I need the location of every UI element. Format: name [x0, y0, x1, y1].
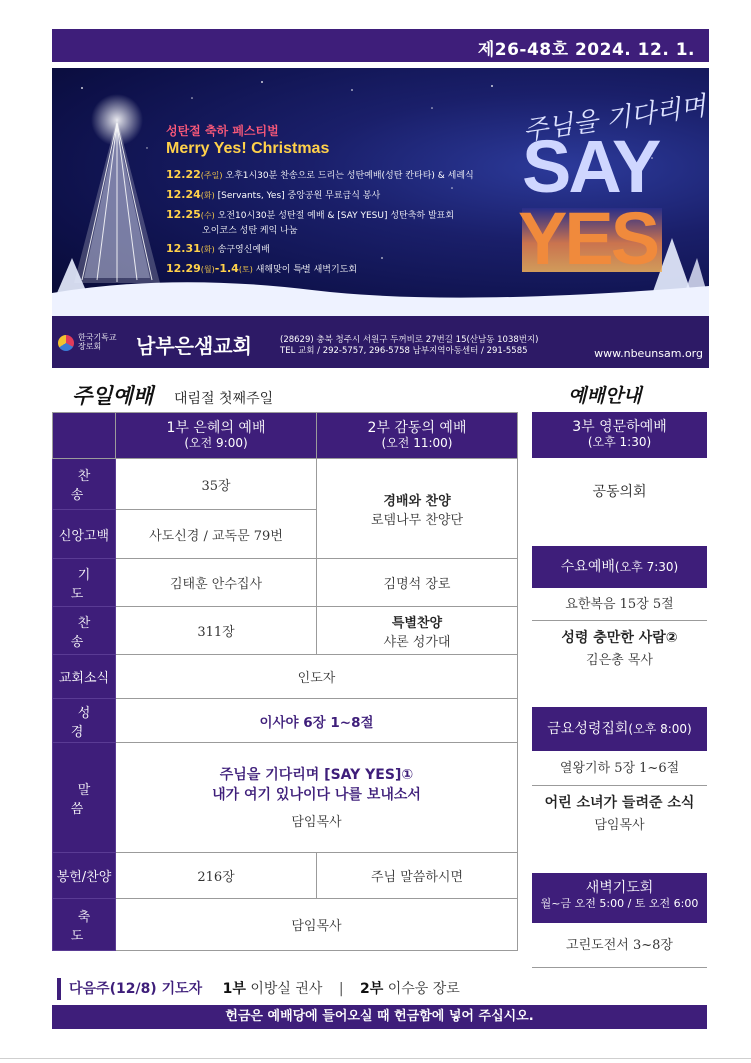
cell-value: 담임목사 [116, 899, 518, 951]
denomination: 한국기독교 장로회 [78, 333, 117, 351]
table-row [53, 699, 518, 743]
event-slogan: Merry Yes! Christmas [166, 140, 330, 157]
event-weekday-end: (토) [238, 265, 253, 274]
service-time: 월~금 오전 5:00 / 토 오전 6:00 [540, 897, 699, 910]
sermon-subtitle: 내가 여기 있나이다 나를 보내소서 [212, 787, 421, 803]
separator: | [338, 981, 344, 997]
dawn-prayer-header [532, 873, 707, 923]
next-week-label: 다음주(12/8) 기도자 [69, 981, 203, 997]
table-row [53, 607, 518, 655]
row-label: 봉헌/찬양 [53, 853, 116, 899]
service-time: (오후 1:30) [587, 435, 652, 449]
cell-value: 311장 [116, 607, 317, 655]
service-time: (오전 9:00) [184, 435, 248, 450]
friday-scripture: 열왕기하 5장 1~6절 [532, 751, 707, 786]
event-row [166, 242, 270, 255]
dawn-scripture: 고린도전서 3~8장 [532, 923, 707, 968]
service-name: 2부 감동의 예배 [367, 419, 467, 436]
table-row [53, 655, 518, 699]
praise-team: 로뎀나무 찬양단 [370, 512, 464, 528]
address-line: (28629) 충북 청주시 서원구 두꺼비로 27번길 15(산남동 1038번지) [280, 335, 539, 345]
service-time: (오전 11:00) [381, 435, 453, 450]
english-service-body: 공동의회 [592, 484, 647, 500]
english-service-block [532, 412, 707, 526]
cell-value [317, 459, 518, 559]
wednesday-scripture: 요한복음 15장 5절 [532, 588, 707, 621]
next-week-prayer-leaders [57, 978, 460, 1000]
event-date: 12.29 [166, 262, 201, 275]
row-label: 기도 [53, 559, 116, 607]
wednesday-service-header [532, 546, 707, 588]
service-time: (오후 7:30) [614, 560, 679, 574]
sermon-cell [116, 743, 518, 853]
cell-value: 김명석 장로 [317, 559, 518, 607]
banner-yes-text: YES [518, 197, 658, 280]
event-title: 성탄절 축하 페스티벌 [166, 124, 279, 138]
part1-label: 1부 [222, 981, 246, 997]
church-logo-icon [58, 335, 74, 351]
dawn-prayer-block [532, 873, 707, 968]
section-title: 주일예배 [72, 384, 154, 408]
section-subtitle: 대림절 첫째주일 [174, 391, 274, 407]
cell-value: 인도자 [116, 655, 518, 699]
sermon-preacher: 담임목사 [291, 815, 342, 830]
event-date: 12.22 [166, 168, 201, 181]
row-label: 말씀 [53, 743, 116, 853]
scripture-reference: 이사야 6장 1~8절 [116, 699, 518, 743]
service-name: 3부 영문하예배 [572, 419, 667, 435]
row-label: 성경 [53, 699, 116, 743]
issue-bar [52, 29, 709, 62]
friday-service-block [532, 707, 707, 833]
event-row [166, 188, 380, 201]
church-info-band [52, 316, 709, 368]
service-name: 수요예배 [560, 559, 615, 575]
event-weekday: (화) [200, 245, 215, 254]
event-text: [Servants, Yes] 중앙공원 무료급식 봉사 [217, 191, 381, 201]
wednesday-sermon-title: 성령 충만한 사람② [561, 630, 678, 646]
column-header-second-service [317, 413, 518, 459]
sermon-title: 주님을 기다리며 [SAY YES]① [219, 767, 414, 783]
friday-preacher: 담임목사 [594, 818, 645, 833]
table-row [53, 559, 518, 607]
row-label: 축도 [53, 899, 116, 951]
part1-name: 이방실 권사 [250, 981, 323, 997]
event-row [166, 168, 474, 181]
banner-say-text: SAY [522, 125, 659, 208]
event-text: 오후1시30분 찬송으로 드리는 성탄예배(성탄 칸타타) & 세례식 [225, 171, 474, 181]
event-date: 12.25 [166, 208, 201, 221]
offering-notice: 헌금은 예배당에 들어오실 때 헌금함에 넣어 주십시오. [52, 1005, 707, 1029]
event-date-end: -1.4 [214, 262, 239, 275]
table-row [53, 853, 518, 899]
column-header-first-service [116, 413, 317, 459]
service-name: 1부 은혜의 예배 [166, 419, 266, 436]
header-corner [53, 413, 116, 459]
event-weekday: (수) [200, 211, 215, 220]
english-service-header [532, 412, 707, 458]
event-row [202, 223, 298, 236]
event-row [166, 262, 357, 275]
special-title: 특별찬양 [391, 615, 443, 631]
friday-service-header [532, 707, 707, 751]
table-header-row [53, 413, 518, 459]
event-row [166, 208, 454, 221]
church-website-link[interactable]: www.nbeunsam.org [594, 347, 703, 360]
event-date: 12.24 [166, 188, 201, 201]
event-weekday: (주일) [200, 171, 223, 180]
service-name: 새벽기도회 [585, 880, 654, 896]
page-divider [0, 1058, 751, 1059]
worship-guide-title: 예배안내 [568, 385, 642, 407]
worship-order-table [52, 412, 518, 951]
row-label: 신앙고백 [53, 510, 116, 559]
event-text: 송구영신예배 [217, 245, 270, 255]
event-text: 오이코스 성탄 케익 나눔 [202, 226, 298, 236]
event-weekday: (화) [200, 191, 215, 200]
table-row [53, 459, 518, 510]
service-time: (오후 8:00) [628, 722, 692, 736]
cell-value: 주님 말씀하시면 [317, 853, 518, 899]
cell-value: 사도신경 / 교독문 79번 [116, 510, 317, 559]
event-weekday: (월) [200, 265, 215, 274]
table-row [53, 743, 518, 853]
christmas-banner [52, 68, 709, 316]
cell-value: 김태훈 안수집사 [116, 559, 317, 607]
cell-value [317, 607, 518, 655]
issue-number: 제26-48호 2024. 12. 1. [477, 40, 695, 60]
church-name: 남부은샘교회 [136, 334, 252, 358]
special-choir: 샤론 성가대 [383, 634, 451, 650]
row-label: 찬송 [53, 607, 116, 655]
praise-title: 경배와 찬양 [383, 493, 451, 509]
wednesday-service-block [532, 546, 707, 668]
event-text: 오전10시30분 성탄절 예배 & [SAY YESU] 성탄축하 발표회 [217, 211, 455, 221]
banner-script-title: 주님을 기다리며 [521, 91, 708, 147]
phone-line: TEL 교회 / 292-5757, 296-5758 남부지역아동센터 / 291-5585 [280, 346, 528, 356]
cell-value: 216장 [116, 853, 317, 899]
church-address [280, 335, 539, 357]
event-date: 12.31 [166, 242, 201, 255]
wednesday-preacher: 김은총 목사 [586, 653, 653, 668]
row-label: 찬송 [53, 459, 116, 510]
service-name: 금요성령집회 [547, 721, 629, 737]
table-row [53, 899, 518, 951]
part2-label: 2부 [360, 981, 384, 997]
cell-value: 35장 [116, 459, 317, 510]
row-label: 교회소식 [53, 655, 116, 699]
part2-name: 이수웅 장로 [387, 981, 460, 997]
friday-sermon-title: 어린 소녀가 들려준 소식 [544, 795, 695, 811]
event-text: 새해맞이 특별 새벽기도회 [255, 265, 358, 275]
